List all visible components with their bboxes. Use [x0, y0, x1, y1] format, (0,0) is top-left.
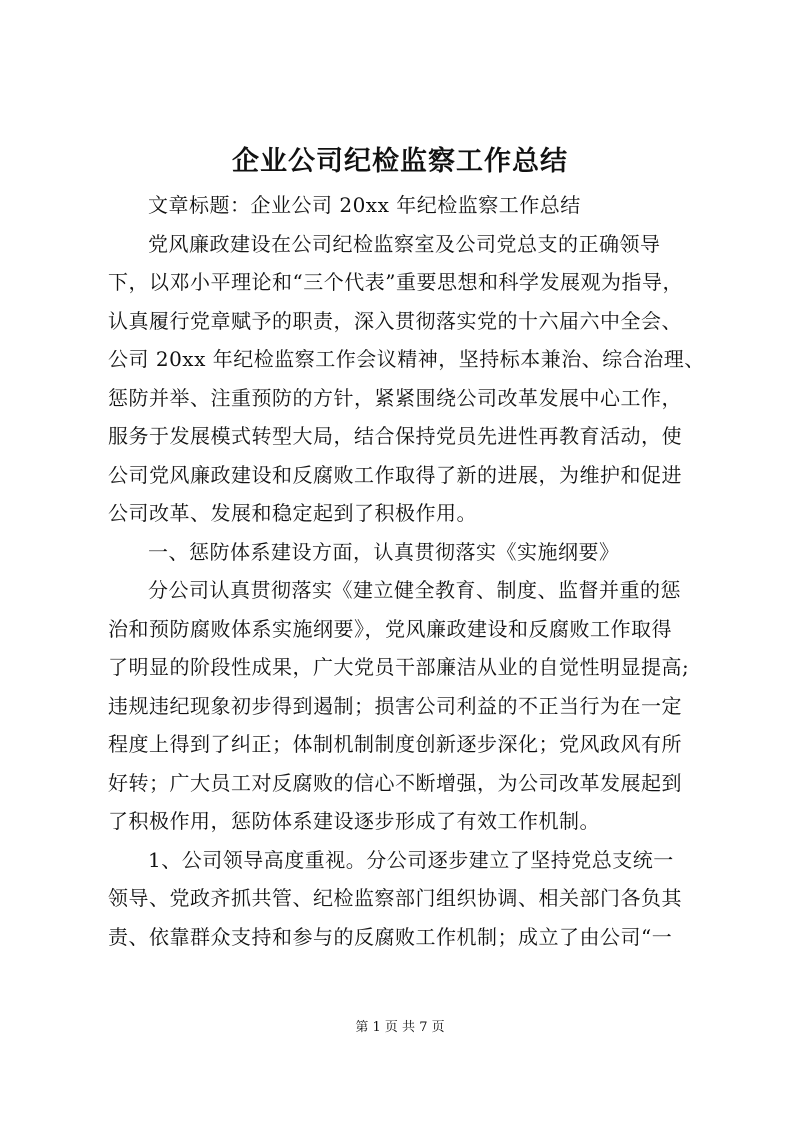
- body-line: 了积极作用，惩防体系建设逐步形成了有效工作机制。: [108, 809, 600, 833]
- body-line: 治和预防腐败体系实施纲要》，党风廉政建设和反腐败工作取得: [108, 616, 672, 641]
- body-line: 认真履行党章赋予的职责，深入贯彻落实党的十六届六中全会、: [108, 308, 682, 333]
- body-line: 下，以邓小平理论和“三个代表”重要思想和科学发展观为指导，: [108, 270, 683, 294]
- body-line: 分公司认真贯彻落实《建立健全教育、制度、监督并重的惩: [148, 578, 681, 602]
- section-heading: 一、惩防体系建设方面，认真贯彻落实《实施纲要》: [148, 539, 620, 564]
- body-line: 1、公司领导高度重视。分公司逐步建立了坚持党总支统一: [148, 847, 674, 872]
- body-line: 公司党风廉政建设和反腐败工作取得了新的进展，为维护和促进: [108, 462, 682, 487]
- body-line: 服务于发展模式转型大局，结合保持党员先进性再教育活动，使: [108, 424, 682, 448]
- body-line: 公司 20xx 年纪检监察工作会议精神，坚持标本兼治、综合治理、: [108, 347, 705, 371]
- body-line: 违规违纪现象初步得到遏制；损害公司利益的不正当行为在一定: [108, 693, 682, 718]
- document-title: 企业公司纪检监察工作总结: [232, 146, 568, 177]
- document-body: [108, 186, 708, 956]
- body-line: 好转；广大员工对反腐败的信心不断增强，为公司改革发展起到: [108, 770, 682, 795]
- body-line: 程度上得到了纠正；体制机制制度创新逐步深化；党风政风有所: [108, 732, 682, 756]
- body-line: 公司改革、发展和稳定起到了积极作用。: [108, 501, 477, 525]
- body-line: 党风廉政建设在公司纪检监察室及公司党总支的正确领导: [148, 231, 661, 256]
- body-line: 了明显的阶段性成果，广大党员干部廉洁从业的自觉性明显提高;: [108, 655, 690, 679]
- page-footer: 第 1 页 共 7 页: [355, 1020, 445, 1035]
- body-line: 责、依靠群众支持和参与的反腐败工作机制；成立了由公司“一: [108, 924, 673, 949]
- body-line: 惩防并举、注重预防的方针，紧紧围绕公司改革发展中心工作，: [108, 385, 682, 410]
- body-line: 文章标题：企业公司 20xx 年纪检监察工作总结: [148, 193, 581, 217]
- body-line: 领导、党政齐抓共管、纪检监察部门组织协调、相关部门各负其: [108, 886, 682, 910]
